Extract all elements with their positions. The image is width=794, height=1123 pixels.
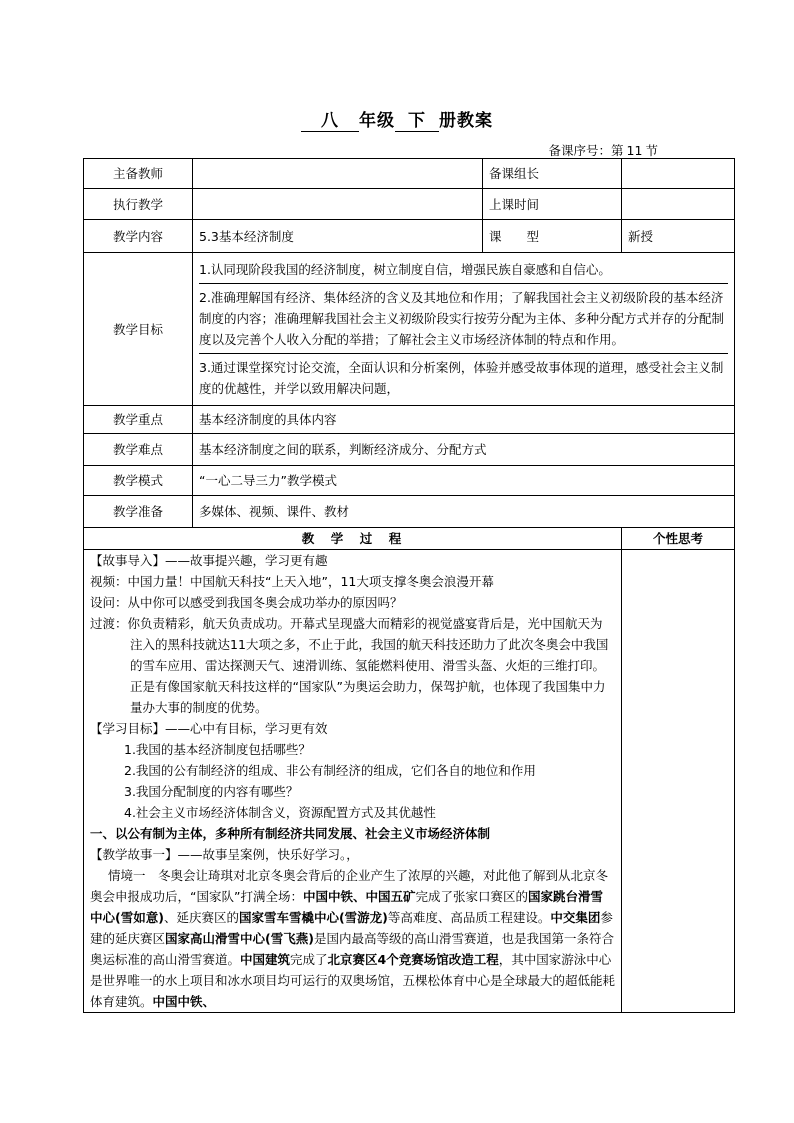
grade-value: 八: [301, 106, 359, 132]
row-exec: [84, 189, 735, 220]
goal-item: 1.认同现阶段我国的经济制度，树立制度自信，增强民族自豪感和自信心。: [199, 262, 611, 277]
lesson-prefix: 备课序号：第: [548, 143, 624, 158]
goals-cell: [193, 253, 735, 406]
row-goals: [84, 253, 735, 406]
video-line: 视频：中国力量！中国航天科技“上天入地”，11大项支撑冬奥会浪漫开幕: [90, 574, 494, 589]
objective-item: 4.社会主义市场经济体制含义，资源配置方式及其优越性: [124, 805, 436, 820]
section-heading: 一、以公有制为主体，多种所有制经济共同发展、社会主义市场经济体制: [90, 826, 491, 841]
prep-value: 多媒体、视频、课件、教材: [193, 496, 735, 528]
lesson-suffix: 节: [645, 143, 658, 158]
row-prep: [84, 496, 735, 528]
term-value: 下: [395, 106, 439, 132]
term-suffix: 册教案: [439, 111, 493, 131]
question-line: 设问：从中你可以感受到我国冬奥会成功举办的原因吗？: [90, 595, 403, 610]
content-value: 5.3基本经济制度: [193, 220, 483, 253]
main-teacher-label: 主备教师: [84, 159, 193, 189]
story-one-heading: 【教学故事一】——故事呈案例，快乐好学习。，: [90, 847, 359, 862]
class-time-label: 上课时间: [483, 189, 622, 220]
grade-suffix: 年级: [359, 111, 395, 131]
type-label: 课 型: [483, 220, 622, 253]
story-one-paragraph: 情境一 冬奥会让琦琪对北京冬奥会背后的企业产生了浓厚的兴趣，对此他了解到从北京冬奥会申报成功后，“国家队”打满全场：中国中铁、中国五矿完成了张家口赛区的国家跳台滑雪中心(雪如意)、延庆赛区的国家雪车雪橇中心(雪游龙)等高难度、高品质工程建设。中交集团参建的延庆赛区国家高山滑雪中心(雪飞燕)是国内最高等级的高山滑雪赛道，也是我国第一条符合奥运标准的高山滑雪赛道。中国建筑完成了北京赛区4个竞赛场馆改造工程，其中国家游泳中心是世界唯一的水上项目和冰水项目均可运行的双奥场馆，五棵松体育中心是全球最大的超低能耗体育建筑。中国中铁、: [90, 868, 616, 1009]
prep-label: 教学准备: [84, 496, 193, 528]
type-value: 新授: [622, 220, 735, 253]
exec-value: [193, 189, 483, 220]
mode-value: “一心二导三力”教学模式: [193, 466, 735, 496]
difficulty-value: 基本经济制度之间的联系，判断经济成分、分配方式: [193, 434, 735, 466]
transition-paragraph: 过渡：你负责精彩，航天负责成功。开幕式呈现盛大而精彩的视觉盛宴背后是，光中国航天为注入的黑科技就达11大项之多，不止于此，我国的航天科技还助力了此次冬奥会中我国的雪车应用、雷达探测天气、速滑训练、氢能燃料使用、滑雪头盔、火炬的三维打印。正是有像国家航天科技这样的“国家队”为奥运会助力，保驾护航，也体现了我国集中力量办大事的制度的优势。: [90, 616, 609, 715]
key-point-value: 基本经济制度的具体内容: [193, 406, 735, 434]
content-label: 教学内容: [84, 220, 193, 253]
mode-label: 教学模式: [84, 466, 193, 496]
story-intro-heading: 【故事导入】——故事提兴趣，学习更有趣: [90, 553, 328, 568]
key-point-label: 教学重点: [84, 406, 193, 434]
goal-item: 2.准确理解国有经济、集体经济的含义及其地位和作用；了解我国社会主义初级阶段的基本经济制度的内容；准确理解我国社会主义初级阶段实行按劳分配为主体、多种分配方式并存的分配制度以及完善个人收入分配的举措；了解社会主义市场经济体制的特点和作用。: [199, 283, 728, 353]
exec-label: 执行教学: [84, 189, 193, 220]
process-header: 教 学 过 程: [84, 528, 622, 550]
row-process-header: [84, 528, 735, 550]
row-process-body: [84, 550, 735, 1013]
row-main-teacher: [84, 159, 735, 189]
lesson-number-value: 11: [623, 143, 645, 159]
learning-goals-heading: 【学习目标】——心中有目标，学习更有效: [90, 721, 328, 736]
personal-thoughts-cell: [622, 550, 735, 1013]
personal-thoughts-header: 个性思考: [622, 528, 735, 550]
row-difficulty: [84, 434, 735, 466]
lesson-number: [548, 141, 658, 159]
objective-item: 3.我国分配制度的内容有哪些？: [124, 784, 299, 799]
goal-item: 3.通过课堂探究讨论交流，全面认识和分析案例，体验并感受故事体现的道理，感受社会主义制度的优越性，并学以致用解决问题，: [199, 353, 728, 402]
difficulty-label: 教学难点: [84, 434, 193, 466]
process-body: [84, 550, 622, 1013]
row-mode: [84, 466, 735, 496]
row-content: [84, 220, 735, 253]
row-key-point: [84, 406, 735, 434]
objective-item: 2.我国的公有制经济的组成、非公有制经济的组成，它们各自的地位和作用: [124, 763, 536, 778]
lesson-plan-table: [83, 158, 735, 1013]
class-time-value: [622, 189, 735, 220]
goals-label: 教学目标: [84, 253, 193, 406]
group-leader-value: [622, 159, 735, 189]
objective-item: 1.我国的基本经济制度包括哪些？: [124, 742, 311, 757]
main-teacher-value: [193, 159, 483, 189]
group-leader-label: 备课组长: [483, 159, 622, 189]
document-title: [0, 106, 794, 132]
